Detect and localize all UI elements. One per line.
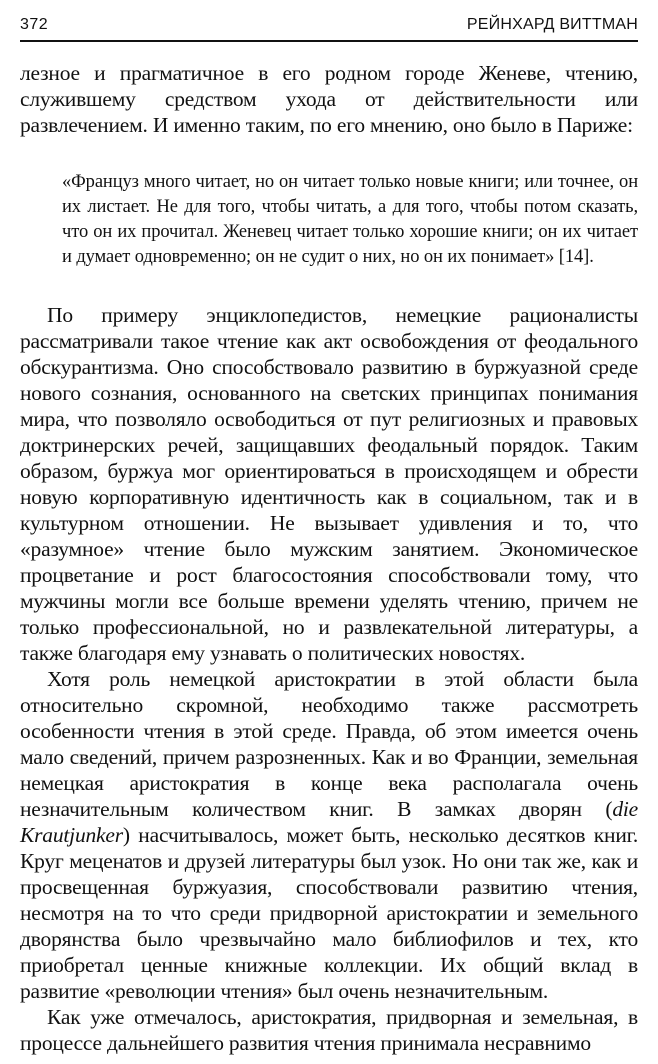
header-rule xyxy=(20,40,638,42)
paragraph-aristocracy xyxy=(20,666,638,1004)
paragraph-aristocracy-part-1: Хотя роль немецкой аристократии в этой области была относительно скромной, необходимо также рассмотреть особенности чтения в этой среде. Правда, об этом имеется очень мало сведений, причем разрозненных. Как и во Франции, земельная немецкая аристократия в конце века располагала очень незначительным количеством книг. В замках дворян ( xyxy=(20,667,638,821)
page-number: 372 xyxy=(20,16,49,33)
term-krautjunker: die Krautjunker xyxy=(20,797,638,847)
page-body xyxy=(20,60,638,1056)
paragraph-encyclopedists: По примеру энциклопедистов, немецкие рационалисты рассматривали такое чтение как акт освобождения от феодального обскурантизма. Оно способствовало развитию в буржуазной среде нового сознания, основанного на светских принципах понимания мира, что позволяло освободиться от пут религиозных и правовых доктринерских речей, защищавших феодальный порядок. Таким образом, буржуа мог ориентироваться в происходящем и обрести новую корпоративную идентичность как в социальном, так и в культурном отношении. Не вызывает удивления и то, что «разумное» чтение было мужским занятием. Экономическое процветание и рост благосостояния способствовали тому, что мужчины могли все больше времени уделять чтению, причем не только профессиональной, но и развлекательной литературы, а также благодаря ему узнавать о политических новостях. xyxy=(20,303,638,665)
page-header xyxy=(20,10,638,34)
running-head: РЕЙНХАРД ВИТТМАН xyxy=(466,16,638,33)
paragraph-final: Как уже отмечалось, аристократия, придворная и земельная, в процессе дальнейшего развития чтения принимала несравнимо xyxy=(20,1005,638,1055)
paragraph-aristocracy-part-2: ) насчитывалось, может быть, несколько десятков книг. Круг меценатов и друзей литературы был узок. Но они так же, как и просвещенная буржуазия, способствовали развитию чтения, несмотря на то что среди придворной аристократии и земельного дворянства было чрезвычайно мало библиофилов и тех, кто приобретал ценные книжные коллекции. Их общий вклад в развитие «революции чтения» был очень незначительным. xyxy=(20,823,638,1003)
block-quote: «Француз много читает, но он читает только новые книги; или точнее, он их листает. Не для того, чтобы читать, а для того, чтобы потом сказать, что он их прочитал. Женевец читает только хорошие книги; он их читает и думает одновременно; он не судит о них, но он их понимает» [14]. xyxy=(62,172,638,267)
paragraph-intro: лезное и прагматичное в его родном городе Женеве, чтению, служившему средством ухода от действительности или развлечением. И именно таким, по его мнению, оно было в Париже: xyxy=(20,61,638,137)
